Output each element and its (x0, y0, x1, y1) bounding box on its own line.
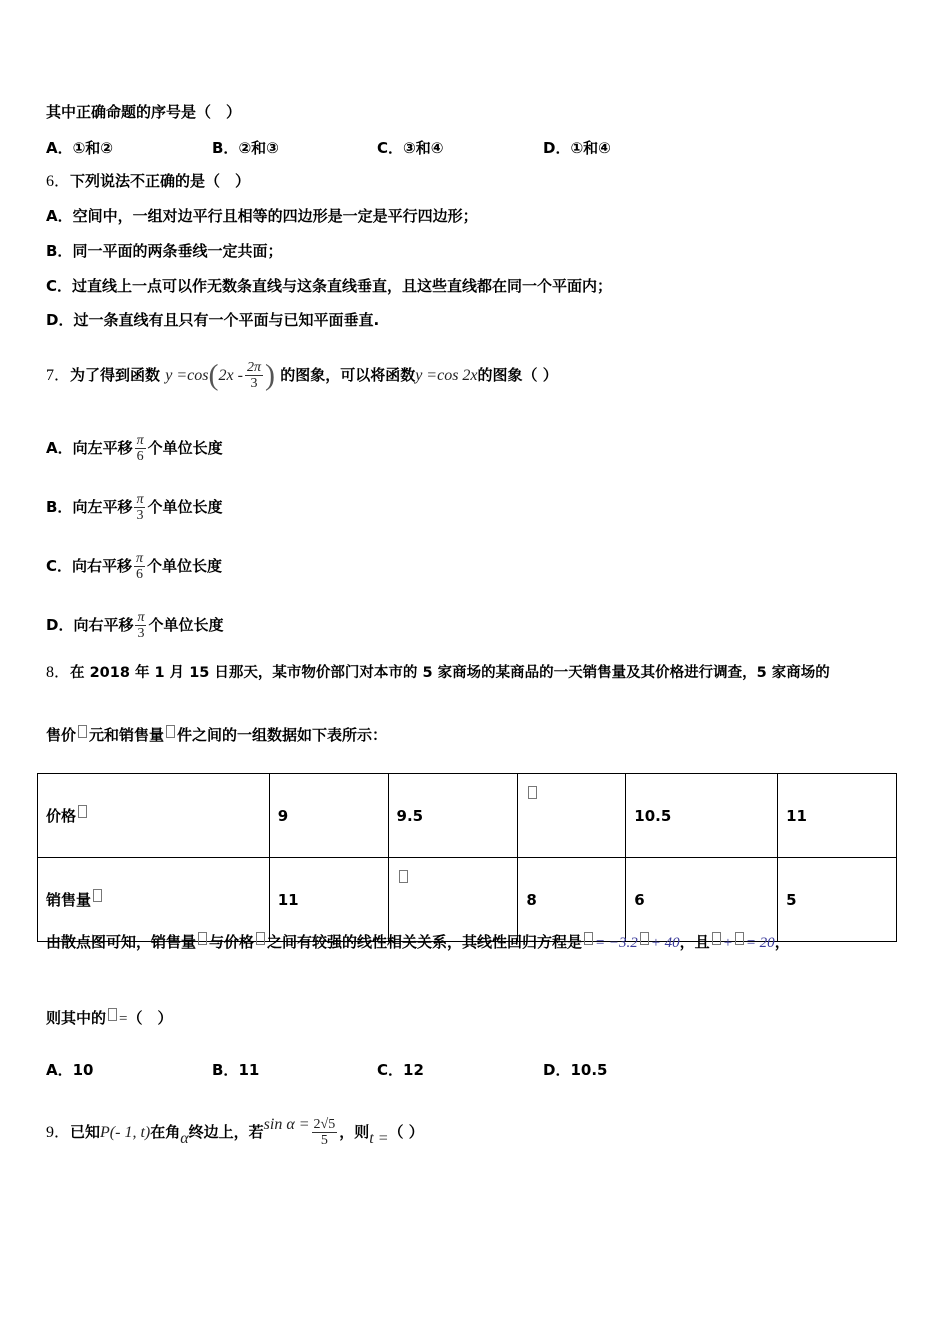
q9-point: P(- 1, t) (100, 1124, 151, 1141)
table-cell: 8 (518, 858, 626, 942)
q9-frac: $\frac{2√5}{5}$ (313, 1117, 336, 1148)
placeholder-box-icon (93, 889, 102, 902)
q7-option-b: B．向左平移 $\frac{\pi}{3}$ 个单位长度 (46, 492, 223, 523)
q5-option-d: D．①和④ (543, 139, 611, 157)
q8-stem-line1: 8．在 2018 年 1 月 15 日那天，某市物价部门对本市的 5 家商场的某商品的一天销售量及其价格进行调查，5 家商场的 (46, 664, 830, 681)
q7-option-a: A．向左平移 $\frac{\pi}{6}$ 个单位长度 (46, 433, 223, 464)
q8-stem-line4: 则其中的 =（ ） (46, 1009, 173, 1027)
table-cell-header-price: 价格 (38, 774, 270, 858)
placeholder-box-icon (198, 932, 207, 945)
placeholder-box-icon (399, 870, 408, 883)
table-cell-unknown (388, 858, 518, 942)
q9-stem: 9．已知P(- 1, t)在角α终边上，若sin α = $\frac{2√5}{5}$ ，则t =（ ） (46, 1116, 424, 1148)
q8-option-a: A．10 (46, 1061, 94, 1079)
q7-option-c: C．向右平移 $\frac{\pi}{6}$ 个单位长度 (46, 551, 223, 582)
table-cell: 11 (269, 858, 388, 942)
q5-question: 其中正确命题的序号是（ ） (46, 103, 242, 121)
q8-option-c: C．12 (377, 1061, 424, 1079)
table-cell: 9.5 (388, 774, 518, 858)
q5-option-a: A．①和② (46, 139, 114, 157)
q6-option-a: A．空间中，一组对边平行且相等的四边形是一定是平行四边形； (46, 207, 478, 225)
placeholder-box-icon (256, 932, 265, 945)
placeholder-box-icon (78, 805, 87, 818)
q8-option-b: B．11 (212, 1061, 260, 1079)
q7-frac-2pi-3: $\frac{2\pi}{3}$ (246, 360, 261, 391)
q6-stem: 6．下列说法不正确的是（ ） (46, 172, 251, 190)
placeholder-box-icon (712, 932, 721, 945)
q6-option-c: C．过直线上一点可以作无数条直线与这条直线垂直，且这些直线都在同一个平面内； (46, 277, 613, 295)
q6-option-b: B．同一平面的两条垂线一定共面； (46, 242, 283, 260)
placeholder-box-icon (584, 932, 593, 945)
table-cell: 5 (778, 858, 897, 942)
table-cell: 6 (626, 858, 778, 942)
regression-equation: = −3.2 (595, 935, 638, 951)
placeholder-box-icon (640, 932, 649, 945)
q8-data-table (37, 773, 897, 942)
q8-stem-line3: 由散点图可知，销售量 与价格 之间有较强的线性相关关系，其线性回归方程是 = −3.2 + 40，且 + = 20， (46, 933, 790, 951)
placeholder-box-icon (108, 1008, 117, 1021)
q7-function-1: y =cos (165, 367, 209, 384)
q7-function-2: y =cos 2x (415, 367, 478, 384)
q6-option-d: D．过一条直线有且只有一个平面与已知平面垂直. (46, 311, 380, 329)
table-cell: 9 (269, 774, 388, 858)
q8-stem-line2: 售价 元和销售量 件之间的一组数据如下表所示： (46, 726, 388, 744)
placeholder-box-icon (528, 786, 537, 799)
placeholder-box-icon (78, 725, 87, 738)
q7-stem: 7．为了得到函数 y =cos(2x - $\frac{2\pi}{3}$ ) 的图象，可以将函数y =cos 2x的图象（ ） (46, 358, 558, 392)
table-cell: 10.5 (626, 774, 778, 858)
q8-option-d: D．10.5 (543, 1061, 608, 1079)
placeholder-box-icon (735, 932, 744, 945)
q5-option-b: B．②和③ (212, 139, 279, 157)
table-row-price (38, 774, 897, 858)
q5-option-c: C．③和④ (377, 139, 444, 157)
table-row-sales (38, 858, 897, 942)
table-cell-unknown (518, 774, 626, 858)
q9-sin: sin α = (263, 1116, 310, 1133)
table-cell-header-sales: 销售量 (38, 858, 270, 942)
table-cell: 11 (778, 774, 897, 858)
q7-option-d: D．向右平移 $\frac{\pi}{3}$ 个单位长度 (46, 610, 224, 641)
placeholder-box-icon (166, 725, 175, 738)
